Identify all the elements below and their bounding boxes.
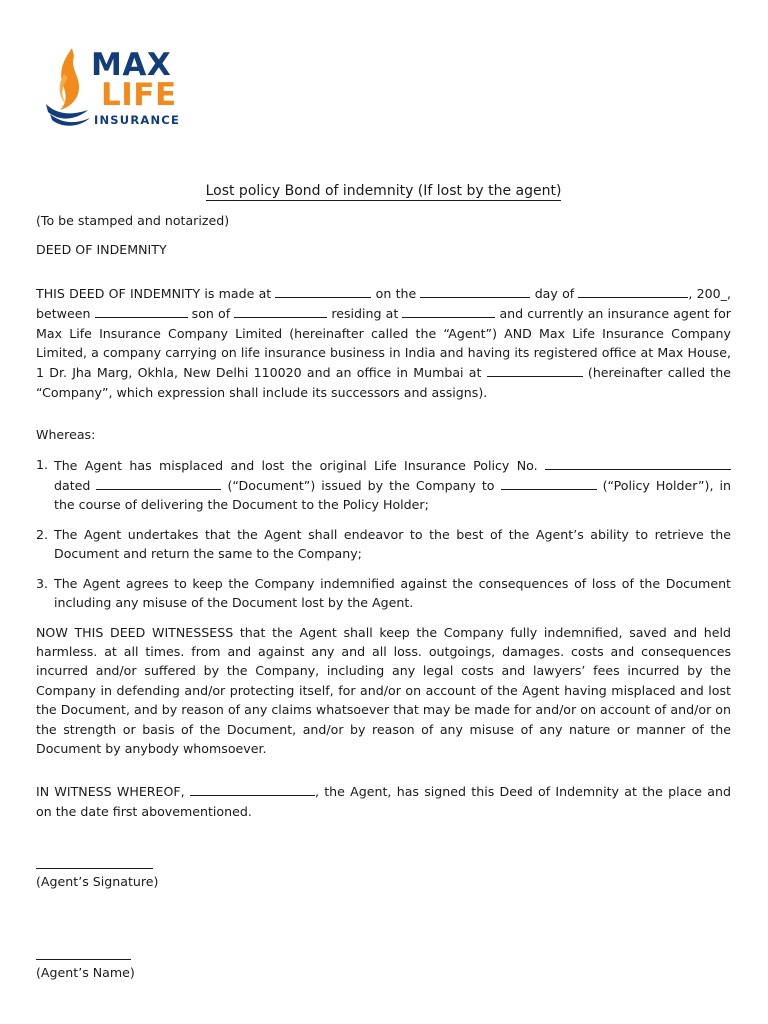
recitals-list <box>36 455 731 613</box>
logo-insurance-text: INSURANCE <box>94 113 180 127</box>
policy-date-blank[interactable] <box>96 475 221 490</box>
address-blank[interactable] <box>402 303 495 318</box>
logo-max-text: MAX <box>91 47 172 83</box>
policy-number-blank[interactable] <box>545 455 731 470</box>
list-item: 1. The Agent has misplaced and lost the original Life Insurance Policy No. dated (“Document”) issued by the Company to (“Policy Holder”), in the course of delivering the Document to the Policy Holder; <box>36 456 731 513</box>
logo-life-text: LIFE <box>101 77 177 113</box>
deed-heading: DEED OF INDEMNITY <box>36 242 167 258</box>
signature-label: (Agent’s Signature) <box>36 874 159 889</box>
list-item: 2. The Agent undertakes that the Agent shall endeavor to the best of the Agent’s ability to retrieve the Document and return the same to the Company; <box>36 526 731 562</box>
signature-line[interactable] <box>36 867 153 869</box>
witnesseth-paragraph: NOW THIS DEED WITNESSESS that the Agent shall keep the Company fully indemnified, saved and held harmless. at all times. from and against any and all loss. outgoings, damages. costs and consequences incurred and/or suffered by the Company, including any legal costs and lawyers’ fees incurred by the Company in defending and/or protecting itself, for and/or on account of the Agent having misplaced and lost the Document, and by reason of any claims whatsoever that may be made for and/or on account of and/or on the strength or basis of the Document, and/or by reason of any misuse of any nature or manner of the Document by anybody whomsoever. <box>36 624 731 756</box>
agent-name-blank[interactable] <box>95 303 188 318</box>
mumbai-office-blank[interactable] <box>487 362 583 377</box>
intro-paragraph: THIS DEED OF INDEMNITY is made at on the day of , 200_, between son of residing at and currently an insurance agent for Max Life Insurance Company Limited (hereinafter called the “Agent”) AND Max Life Insurance Company Limited, a company carrying on life insurance business in India and having its registered office at Max House, 1 Dr. Jha Marg, Okhla, New Delhi 110020 and an office in Mumbai at (hereinafter called the “Company”, which expression shall include its successors and assigns). <box>36 283 731 402</box>
name-label: (Agent’s Name) <box>36 965 135 980</box>
witness-name-blank[interactable] <box>190 781 315 796</box>
place-blank[interactable] <box>275 283 371 298</box>
month-blank[interactable] <box>578 283 688 298</box>
list-item: 3. The Agent agrees to keep the Company indemnified against the consequences of loss of the Document including any misuse of the Document lost by the Agent. <box>36 575 731 611</box>
policy-holder-blank[interactable] <box>501 475 597 490</box>
max-life-logo <box>44 44 189 130</box>
document-title: Lost policy Bond of indemnity (If lost by the agent) <box>205 183 562 199</box>
father-name-blank[interactable] <box>234 303 327 318</box>
name-line[interactable] <box>36 958 131 960</box>
stamp-note: (To be stamped and notarized) <box>36 213 230 228</box>
document-body <box>36 180 731 821</box>
date-blank[interactable] <box>420 283 530 298</box>
flame-icon <box>44 44 94 130</box>
whereas-label: Whereas: <box>36 427 96 443</box>
witness-paragraph: IN WITNESS WHEREOF, , the Agent, has signed this Deed of Indemnity at the place and on the date first abovementioned. <box>36 781 731 821</box>
